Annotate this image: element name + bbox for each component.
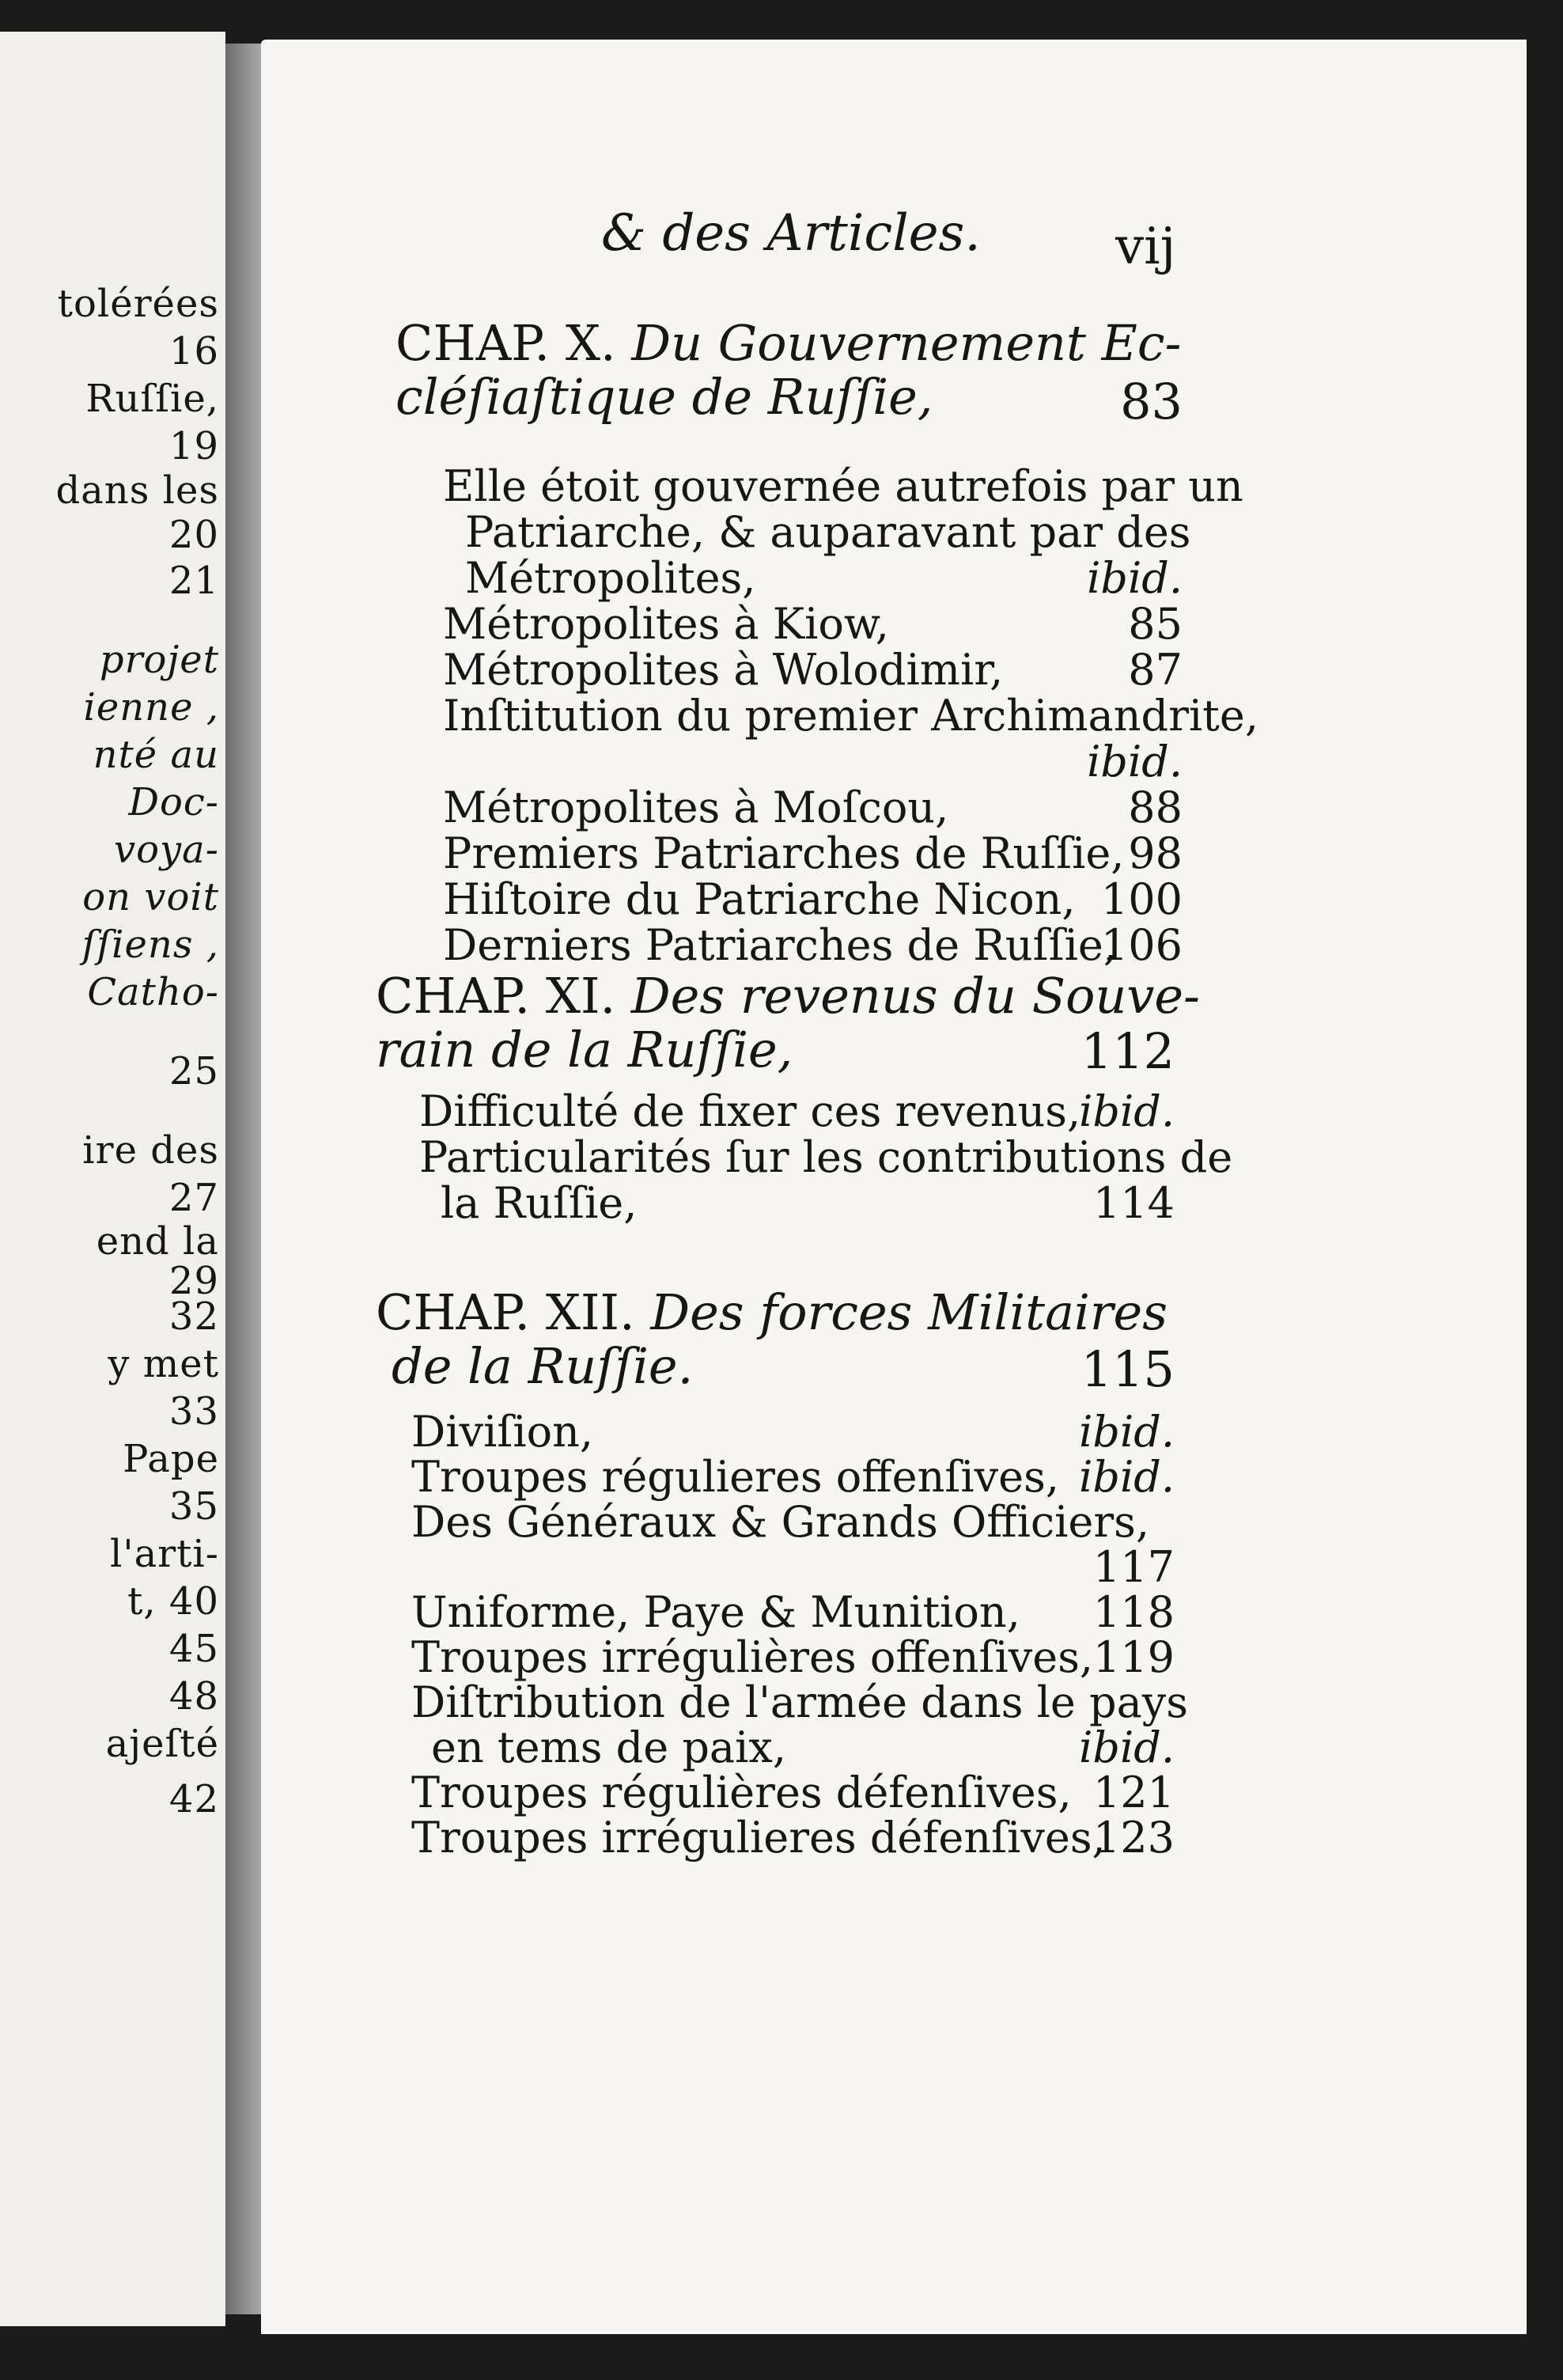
toc-entry-page: 88 [1128,783,1183,832]
chapter-title-cont: de la Ruſſie. [392,1337,694,1395]
toc-entry-text: Patriarche, & auparavant par des [465,507,1191,557]
toc-entry-page: 118 [1092,1587,1175,1637]
toc-entry-page: 119 [1092,1632,1175,1682]
toc-entry-text: Particularités ſur les contributions de [419,1132,1233,1182]
left-page-fragment: voya- [114,828,219,872]
toc-entry [395,876,1183,923]
toc-entry-text: Diviſion, [411,1407,594,1457]
toc-entry [376,1589,1175,1636]
left-page-fragment: end la [96,1219,219,1264]
toc-entry-text: Elle étoit gouvernée autrefois par un [443,461,1243,511]
toc-entry-page: 85 [1128,599,1183,649]
left-page-fragment: ire des [82,1128,219,1173]
left-page-fragment: dans les [55,468,219,513]
toc-entry [376,1677,1188,1727]
chapter-label: CHAP. XII. [376,1283,635,1341]
toc-entry-page: 123 [1092,1813,1175,1863]
toc-entry [395,461,1243,511]
chapter-label: CHAP. X. [395,314,616,372]
chapter-page: 115 [1080,1340,1175,1398]
toc-entry [376,1634,1175,1681]
toc-entry [395,555,1183,602]
chapter-title: Des revenus du Souve- [630,967,1201,1025]
left-page-fragment: 21 [168,559,219,603]
toc-entry-text: Uniforme, Paye & Munition, [411,1587,1020,1637]
toc-entry [376,1769,1175,1817]
left-page-fragment: 19 [168,424,219,468]
toc-entry [376,1180,1175,1227]
chapter-xi [376,967,1233,1317]
left-page-fragment: 32 [168,1294,219,1339]
toc-entry [395,646,1183,694]
toc-entry-text: la Ruſſie, [441,1178,638,1228]
left-page-fragment: projet [99,638,219,682]
left-page-fragment: 29 [168,1259,219,1303]
toc-entry [395,738,1183,786]
toc-entry-page: 117 [1092,1542,1175,1592]
toc-entry [376,1088,1175,1135]
toc-entry-text: Derniers Patriarches de Ruſſie, [443,920,1118,970]
toc-entry [395,691,1258,741]
chapter-page: 83 [1120,373,1183,430]
toc-entry [376,1453,1175,1501]
left-page-fragment: ſſiens , [81,923,219,967]
toc-entry [395,922,1183,969]
toc-entry-page: ibid. [1079,1407,1175,1457]
left-page-fragment: 42 [168,1777,219,1821]
left-page-fragment: 35 [168,1484,219,1529]
toc-entry-page: 121 [1092,1768,1175,1817]
left-page-fragment: 20 [168,513,219,557]
toc-entry-page: 100 [1100,874,1183,924]
toc-entry-text: Métropolites à Wolodimir, [443,645,1004,695]
toc-entry [376,1544,1175,1591]
toc-entry-text: Inſtitution du premier Archimandrite, [443,691,1258,741]
left-page-fragment: Pape [123,1437,219,1481]
toc-entry [376,1408,1175,1456]
toc-entry-page: 114 [1092,1178,1175,1228]
toc-entry [395,601,1183,648]
toc-entry-text: Troupes régulières défenſives, [411,1768,1072,1817]
left-page-fragment: ienne , [83,685,219,730]
running-title: & des Articles. [601,204,981,263]
toc-entry-page: 106 [1100,920,1183,970]
left-page-fragment: Doc- [128,780,219,824]
left-page-fragment: 45 [168,1627,219,1671]
toc-entry-page: ibid. [1079,1086,1175,1136]
toc-entry-text: Métropolites, [465,553,756,603]
left-page-fragment: l'arti- [110,1532,219,1576]
left-page-fragment: 33 [168,1389,219,1434]
toc-entry [395,507,1191,557]
toc-entry [376,1499,1175,1546]
toc-entry-page: 87 [1128,645,1183,695]
toc-entry-text: Métropolites à Kiow, [443,599,889,649]
right-page [261,40,1527,2334]
chapter-title: Des forces Militaires [650,1283,1168,1341]
toc-entry [376,1132,1233,1182]
left-page-fragment: y met [108,1342,219,1386]
left-page-fragment: 16 [168,329,219,373]
chapter-page: 112 [1080,1022,1175,1080]
left-page-fragment: 48 [168,1674,219,1719]
left-page-fragment: tolérées [57,282,219,326]
toc-entry-text: Troupes irrégulières offenſives, [411,1632,1094,1682]
left-page-fragment: 25 [168,1049,219,1093]
chapter-xii [376,1283,1188,1998]
left-page-fragment: ajeſté [105,1722,219,1766]
toc-entry-page: ibid. [1079,1452,1175,1502]
toc-entry-text: Métropolites à Moſcou, [443,783,949,832]
left-facing-page [0,32,225,2326]
chapter-title-cont: rain de la Ruſſie, [376,1021,793,1078]
toc-entry-text: Diſtribution de l'armée dans le pays [411,1677,1188,1727]
toc-entry-text: Troupes irrégulieres défenſives, [411,1813,1106,1863]
toc-entry [395,784,1183,832]
toc-entry-text: Des Généraux & Grands Officiers, [411,1497,1150,1547]
toc-entry-page: ibid. [1087,553,1183,603]
toc-entry-text: en tems de paix, [431,1722,786,1772]
left-page-fragment: Ruſſie, [85,377,219,421]
toc-entry-text: Premiers Patriarches de Ruſſie, [443,828,1125,878]
left-page-fragment: t, 40 [127,1579,219,1624]
toc-entry-page: ibid. [1079,1722,1175,1772]
chapter-label: CHAP. XI. [376,967,616,1025]
toc-entry-text: Difficulté de fixer ces revenus, [419,1086,1081,1136]
toc-entry [376,1724,1175,1772]
left-page-fragment: 27 [168,1176,219,1220]
page-number: vij [1115,218,1176,276]
toc-entry-page: ibid. [1087,737,1183,786]
toc-entry-text: Troupes régulieres offenſives, [411,1452,1059,1502]
toc-entry [376,1814,1175,1862]
chapter-title-cont: cléſiaſtique de Ruſſie, [395,368,933,426]
toc-entry-text: Hiſtoire du Patriarche Nicon, [443,874,1076,924]
left-page-fragment: Catho- [87,970,219,1014]
left-page-fragment: on voit [82,875,219,919]
toc-entry-page: 98 [1128,828,1183,878]
chapter-x [395,293,1258,970]
toc-entry [395,830,1183,877]
left-page-fragment: nté au [93,733,219,777]
chapter-title: Du Gouvernement Ec- [631,314,1182,372]
